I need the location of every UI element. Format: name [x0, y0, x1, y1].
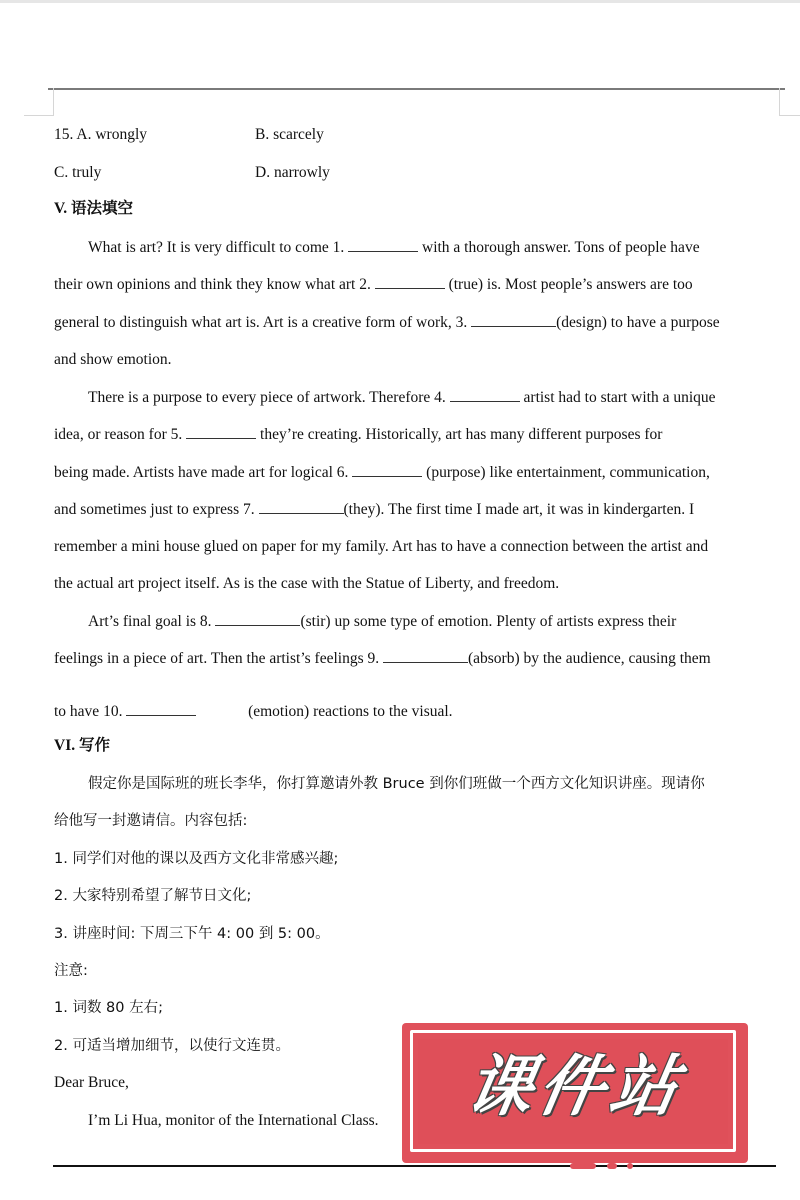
margin-corner-right	[779, 88, 800, 116]
text-span: (stir) up some type of emotion. Plenty of artists express their	[300, 613, 677, 630]
text-span: What is art? It is very difficult to come 1.	[88, 239, 345, 256]
passage-line: remember a mini house glued on paper for my family. Art has to have a connection between the artist and	[54, 538, 709, 555]
passage-line	[88, 612, 676, 632]
letter-greeting: Dear Bruce,	[54, 1074, 129, 1091]
watermark-text: 课件站	[460, 1048, 690, 1125]
text-span: artist had to start with a unique	[523, 389, 716, 406]
text-span: Art’s final goal is 8.	[88, 613, 212, 630]
text-span: general to distinguish what art is. Art is a creative form of work, 3.	[54, 314, 468, 331]
letter-line-1: I’m Li Hua, monitor of the International Class.	[88, 1112, 379, 1129]
text-span: (purpose) like entertainment, communication,	[426, 464, 710, 481]
q15-option-c: C. truly	[54, 164, 102, 181]
blank-3[interactable]	[471, 314, 556, 327]
note-label: 注意:	[54, 963, 88, 979]
text-span: and sometimes just to express 7.	[54, 501, 255, 518]
blank-7[interactable]	[259, 501, 344, 514]
text-span: being made. Artists have made art for logical 6.	[54, 464, 349, 481]
text-span: they’re creating. Historically, art has many different purposes for	[260, 426, 663, 443]
text-span: (true) is. Most people’s answers are too	[448, 276, 693, 293]
passage-line	[88, 388, 716, 408]
text-span: (absorb) by the audience, causing them	[467, 650, 711, 667]
section-5-heading: V. 语法填空	[54, 200, 133, 217]
passage-line	[54, 275, 693, 295]
note-item-2: 2. 可适当增加细节，以使行文连贯。	[54, 1038, 290, 1054]
blank-8[interactable]	[215, 613, 300, 626]
text-span: to have 10.	[54, 703, 123, 720]
text-span: There is a purpose to every piece of artwork. Therefore 4.	[88, 389, 446, 406]
blank-2[interactable]	[375, 276, 445, 289]
footer-rule	[53, 1165, 776, 1167]
passage-line	[54, 313, 720, 333]
passage-line	[54, 425, 662, 445]
text-span: their own opinions and think they know what art 2.	[54, 276, 371, 293]
passage-line: the actual art project itself. As is the case with the Statue of Liberty, and freedom.	[54, 575, 560, 592]
q15-option-b: B. scarcely	[255, 126, 324, 143]
text-span: idea, or reason for 5.	[54, 426, 183, 443]
blank-5[interactable]	[186, 426, 256, 439]
q15-option-d: D. narrowly	[255, 164, 330, 181]
text-span: feelings in a piece of art. Then the artist’s feelings 9.	[54, 650, 380, 667]
writing-prompt-line-2: 给他写一封邀请信。内容包括:	[54, 813, 248, 829]
passage-line	[54, 463, 710, 483]
content-item-1: 1. 同学们对他的课以及西方文化非常感兴趣;	[54, 851, 339, 867]
passage-line	[54, 649, 711, 669]
passage-line	[54, 702, 453, 722]
content-item-3: 3. 讲座时间: 下周三下午 4: 00 到 5: 00。	[54, 926, 330, 942]
text-span: (they). The first time I made art, it was in kindergarten. I	[343, 501, 695, 518]
content-item-2: 2. 大家特别希望了解节日文化;	[54, 888, 252, 904]
text-span: (emotion) reactions to the visual.	[248, 703, 453, 720]
blank-4[interactable]	[450, 389, 520, 402]
page-top-edge	[0, 0, 800, 3]
watermark-stamp	[402, 1013, 748, 1163]
blank-1[interactable]	[348, 239, 418, 252]
text-span: (design) to have a purpose	[556, 314, 720, 331]
blank-6[interactable]	[352, 464, 422, 477]
note-item-1: 1. 词数 80 左右;	[54, 1000, 163, 1016]
q15-option-a: 15. A. wrongly	[54, 126, 147, 143]
writing-prompt-line-1: 假定你是国际班的班长李华，你打算邀请外教 Bruce 到你们班做一个西方文化知识讲座。现请你	[88, 776, 705, 792]
stamp-speck	[627, 1163, 633, 1169]
text-span: with a thorough answer. Tons of people have	[422, 239, 700, 256]
stamp-speck	[570, 1163, 596, 1169]
passage-line	[54, 500, 694, 520]
blank-10[interactable]	[126, 703, 196, 716]
header-rule	[48, 88, 785, 90]
passage-line	[88, 238, 700, 258]
margin-corner-left	[24, 88, 54, 116]
passage-line: and show emotion.	[54, 351, 172, 368]
blank-9[interactable]	[383, 650, 468, 663]
section-6-heading: VI. 写作	[54, 737, 110, 754]
stamp-speck	[607, 1163, 617, 1169]
